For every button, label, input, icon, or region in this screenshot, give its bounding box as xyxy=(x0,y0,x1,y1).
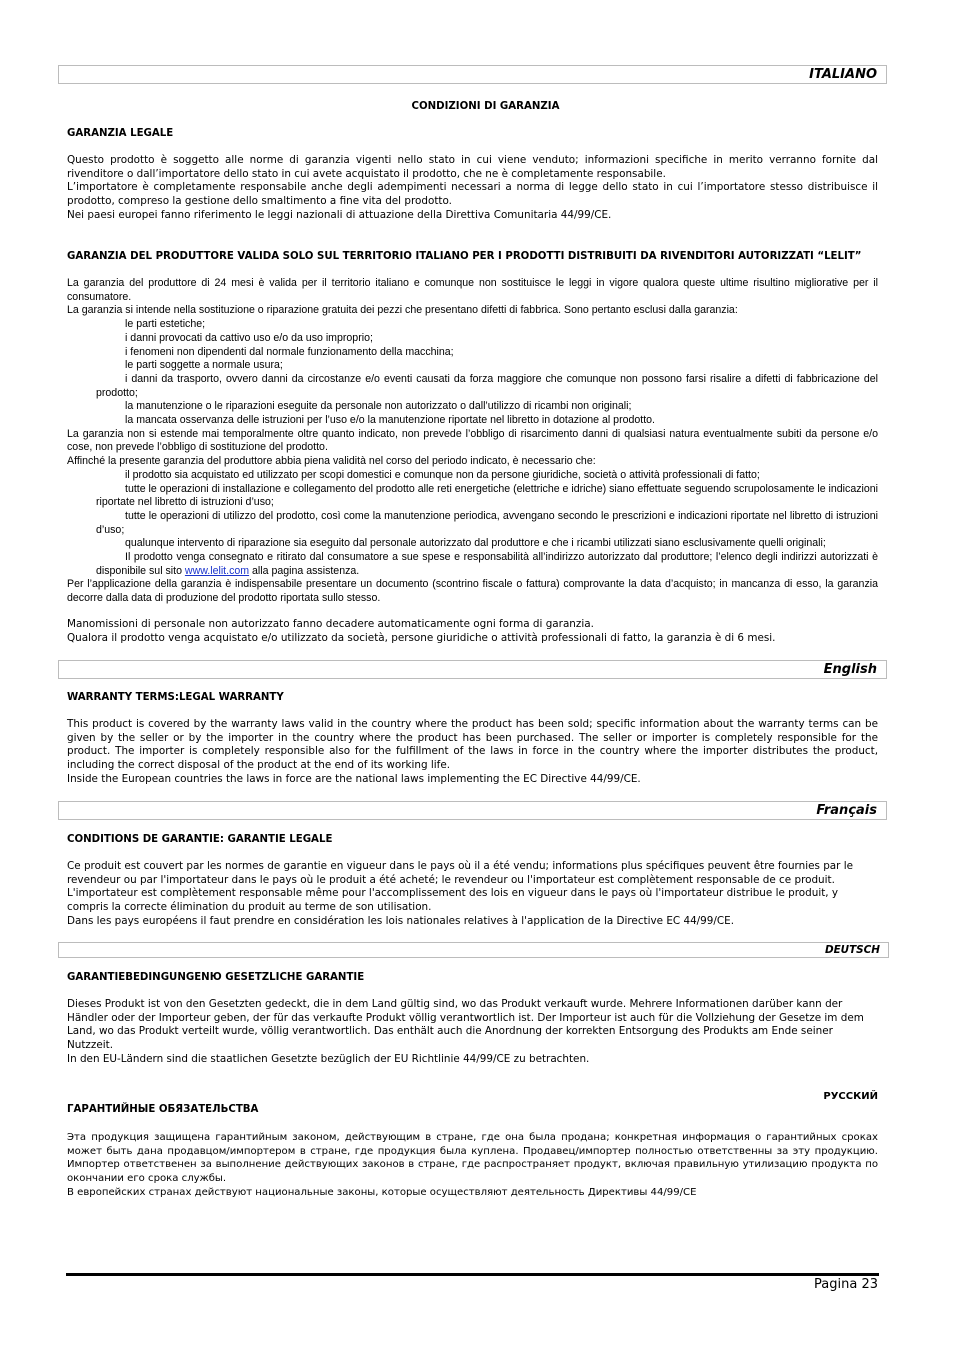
legal-warranty-heading: GARANZIA LEGALE xyxy=(67,128,174,139)
exclusion-item: i fenomeni non dipendenti dal normale funzionamento della macchina; xyxy=(125,345,454,358)
legal-warranty-text xyxy=(67,154,878,223)
russian-paragraph-2: В европейских странах действуют национальные законы, которые осуществляют деятельность Директивы 44/99/CE xyxy=(67,1186,697,1198)
english-paragraph-2: Inside the European countries the laws in force are the national laws implementing the EC Directive 44/99/CE. xyxy=(67,772,641,785)
german-paragraph-1: Dieses Produkt ist von den Gesetzten gedeckt, die in dem Land gültig sind, wo das Produkt verkauft wurde. Mehrere Informationen darüber kann der Händler oder der Importeur geben, der für das verkaufte Produkt völlig verantwortlich ist. Der Importeur ist auch für die Vollziehung der Gesetze im dem Land, wo das Produkt verteilt wurde, völlig verantwortlich. Das enthält auch die Anordnung der korrekten Entsorgung des Produkts am Ende seiner Nutzzeit. xyxy=(67,998,864,1052)
language-header-german xyxy=(58,942,889,958)
french-paragraph-1: Ce produit est couvert par les normes de garantie en vigueur dans le pays où il a été vendu; informations plus spécifiques peuvent être fournies par le revendeur ou par l'importateur dans le pays où le produit a été acheté; le revendeur ou l'importateur est complètement responsable de ce produit. L'importateur est complètement responsable même pour l'accomplissement des lois en vigueur dans le pays où l'importateur distribue le produit, y compris la correcte élimination du produit au terme de son utilisation. xyxy=(67,860,854,914)
language-label-russian: РУССКИЙ xyxy=(823,1091,878,1102)
french-text xyxy=(67,860,878,929)
language-header-italian xyxy=(58,65,887,84)
english-paragraph-1: This product is covered by the warranty laws valid in the country where the product has been sold; specific information about the warranty terms can be given by the seller or by the importer in the country where the product has been purchased. The seller or importer is completely responsible for the product. The importer is completely responsible also for the fulfillment of the laws in force in the country where the importer distributes the product, including the correct disposal of the product at the end of its working life. xyxy=(67,718,878,772)
legal-paragraph-2: L’importatore è completamente responsabile anche degli adempimenti necessari a norma di legge dello stato in cui l’importatore stesso distribuisce il prodotto, compreso la gestione dello smaltimento a fine vita del prodotto. xyxy=(67,181,878,208)
german-heading: GARANTIEBEDINGUNGENЮ GESETZLICHE GARANTIE xyxy=(67,972,365,983)
french-heading: CONDITIONS DE GARANTIE: GARANTIE LEGALE xyxy=(67,834,333,845)
language-label-german: DEUTSCH xyxy=(824,944,880,956)
french-paragraph-2: Dans les pays européens il faut prendre en considération les lois nationales relatives à l'application de la Directive EC 44/99/CE. xyxy=(67,914,735,927)
exclusion-item: la manutenzione o le riparazioni eseguite da personale non autorizzato o dall’utilizzo di ricambi non originali; xyxy=(125,400,632,413)
document-title: CONDIZIONI DI GARANZIA xyxy=(411,101,560,112)
exclusion-item: le parti estetiche; xyxy=(125,318,206,331)
page-number: Pagina 23 xyxy=(814,1277,878,1292)
language-label-french: Français xyxy=(816,803,877,818)
legal-paragraph-3: Nei paesi europei fanno riferimento le leggi nazionali di attuazione della Direttiva Comunitaria 44/99/CE. xyxy=(67,208,612,221)
language-header-english xyxy=(58,660,887,679)
condition-item: il prodotto sia acquistato ed utilizzato per scopi domestici e comunque non da persone giuridiche, società o attività professionali di fatto; xyxy=(125,468,760,481)
language-label-italian: ITALIANO xyxy=(809,67,877,82)
closing-paragraph-1: Per l’applicazione della garanzia è indispensabile presentare un documento (scontrino fiscale o fattura) comprovante la data d’acquisto; in mancanza di esso, la garanzia decorre dalla data di produzione del prodotto riportata sullo stesso. xyxy=(67,578,878,605)
producer-paragraph-1: La garanzia del produttore di 24 mesi è valida per il territorio italiano e comunque non sostituisce le leggi in vigore qualora queste ultime risultino migliorative per il consumatore. xyxy=(67,277,878,303)
condition-text: Il prodotto venga consegnato e ritirato dal consumatore a sue spese e responsabilità all’indirizzo autorizzato dal produttore; l’elenco degli indirizzi autorizzati è disponibile sul sito xyxy=(96,551,878,577)
closing-paragraph-3: Qualora il prodotto venga acquistato e/o utilizzato da società, persone giuridiche o attività professionali di fatto, la garanzia è di 6 mesi. xyxy=(67,631,776,644)
producer-paragraph-3: La garanzia non si estende mai temporalmente oltre quanto indicato, non prevede l’obbligo di risarcimento danni di qualsiasi natura eventualmente subiti da persone e/o cose, non prevede l’obbligo di sostituzione del prodotto. xyxy=(67,427,878,454)
condition-item: tutte le operazioni di utilizzo del prodotto, così come la manutenzione periodica, avvengano secondo le prescrizioni e indicazioni riportate nel libretto di istruzioni d’uso; xyxy=(96,509,878,536)
exclusion-item: i danni provocati da cattivo uso e/o da uso improprio; xyxy=(125,331,373,344)
german-text xyxy=(67,998,878,1067)
russian-heading: ГАРАНТИЙНЫЕ ОБЯЗАТЕЛЬСТВА xyxy=(67,1104,259,1115)
language-header-french xyxy=(58,801,887,820)
condition-text-end: alla pagina assistenza. xyxy=(249,564,360,577)
english-text xyxy=(67,718,878,787)
lelit-website-link[interactable]: www.lelit.com xyxy=(184,564,250,577)
language-label-english: English xyxy=(823,662,877,677)
producer-paragraph-2: La garanzia si intende nella sostituzione o riparazione gratuita dei pezzi che presentano difetti di fabbrica. Sono pertanto esclusi dalla garanzia: xyxy=(67,304,738,317)
producer-warranty-heading: GARANZIA DEL PRODUTTORE VALIDA SOLO SUL TERRITORIO ITALIANO PER I PRODOTTI DISTRIBUITI DA RIVENDITORI AUTORIZZATI “LELIT” xyxy=(67,251,862,262)
condition-item: tutte le operazioni di installazione e collegamento del prodotto alle reti energetiche (elettriche e idriche) siano effettuate seguendo scrupolosamente le indicazioni riportate nel libretto di istruzioni d’uso; xyxy=(96,482,879,509)
legal-paragraph-1: Questo prodotto è soggetto alle norme di garanzia vigenti nello stato in cui viene venduto; informazioni specifiche in merito verranno fornite dal rivenditore o dall’importatore dello stato in cui avete acquistato il prodotto, che ne è completamente responsabile. xyxy=(67,154,878,180)
russian-paragraph-1: Эта продукция защищена гарантийным законом, действующим в стране, где она была продана; конкретная информация о гарантийных сроках может быть дана продавцом/импортером в стране, где продукция была куплена. Продавец/импортер полностью ответственны за эту продукцию. Импортер ответственен за выполнение действующих законов в стране, где распространяет продукт, включая правильную утилизацию продукта по окончании его срока службы. xyxy=(67,1132,878,1185)
condition-item: qualunque intervento di riparazione sia eseguito dal personale autorizzato dal produttore e che i ricambi utilizzati siano esclusivamente quelli originali; xyxy=(125,537,826,550)
closing-text xyxy=(67,618,878,645)
english-heading: WARRANTY TERMS:LEGAL WARRANTY xyxy=(67,692,284,703)
exclusion-item: i danni da trasporto, ovvero danni da circostanze e/o eventi causati da forza maggiore che comunque non possono farsi risalire a difetti di fabbricazione del prodotto; xyxy=(96,372,878,399)
exclusion-item: la mancata osservanza delle istruzioni per l’uso e/o la manutenzione riportate nel libretto in dotazione al prodotto. xyxy=(125,414,655,427)
german-paragraph-2: In den EU-Ländern sind die staatlichen Gesetzte bezüglich der EU Richtlinie 44/99/CE zu betrachten. xyxy=(67,1052,590,1065)
russian-text xyxy=(67,1131,878,1200)
producer-paragraph-4: Affinché la presente garanzia del produttore abbia piena validità nel corso del periodo indicato, è necessario che: xyxy=(67,455,596,468)
producer-warranty-text xyxy=(67,277,878,606)
closing-paragraph-2: Manomissioni di personale non autorizzato fanno decadere automaticamente ogni forma di garanzia. xyxy=(67,618,594,630)
exclusion-item: le parti soggette a normale usura; xyxy=(125,359,283,372)
footer-rule xyxy=(66,1273,879,1276)
condition-item-last xyxy=(67,551,878,578)
